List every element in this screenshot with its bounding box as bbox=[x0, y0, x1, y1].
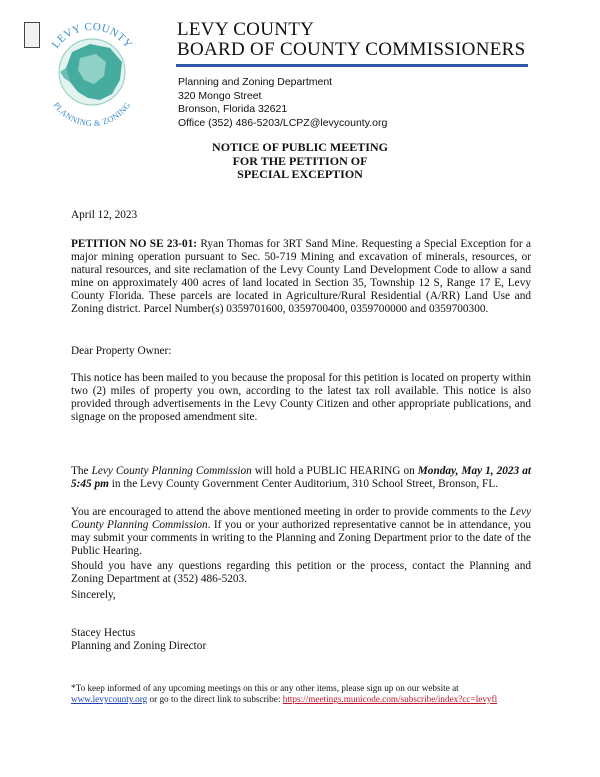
agency-name-line2: BOARD OF COUNTY COMMISSIONERS bbox=[177, 39, 526, 60]
agency-name-line1: LEVY COUNTY bbox=[177, 19, 315, 40]
salutation: Dear Property Owner: bbox=[71, 345, 172, 357]
petition-number: PETITION NO SE 23-01: bbox=[71, 238, 198, 250]
commission-name: Levy County Planning Commission bbox=[71, 506, 531, 532]
logo-text-top: LEVY COUNTY bbox=[49, 20, 135, 51]
hearing-text: in the Levy County Government Center Auditorium, 310 School Street, Bronson, FL. bbox=[108, 478, 499, 491]
encourage-paragraph bbox=[71, 506, 531, 558]
letter-date: April 12, 2023 bbox=[71, 209, 138, 221]
encourage-text: . If you or your authorized representative cannot be in attendance, you may submit your comments in writing to the Planning and Zoning Department prior to the date of the Public Hearing. bbox=[71, 519, 531, 558]
subscribe-link[interactable]: https://meetings.municode.com/subscribe/index?cc=levyfl bbox=[282, 694, 498, 704]
encourage-text: You are encouraged to attend the above mentioned meeting in order to provide comments to the bbox=[71, 506, 510, 518]
hearing-datetime: Monday, May 1, 2023 at 5:45 pm bbox=[71, 465, 531, 491]
title-line: NOTICE OF PUBLIC MEETING bbox=[212, 140, 388, 154]
header-rule bbox=[176, 64, 528, 67]
website-link[interactable]: www.levycounty.org bbox=[71, 694, 148, 704]
department-address bbox=[178, 76, 387, 130]
address-line: Office (352) 486-5203/LCPZ@levycounty.org bbox=[178, 116, 388, 129]
petition-text: Ryan Thomas for 3RT Sand Mine. Requesting a Special Exception for a major mining operation pursuant to Sec. 50-719 Mining and excavation of minerals, resources, or natural resources, and site reclamation of the Levy County Land Development Code to allow a sand mine on approximately 400 acres of land located in Section 35, Township 12 S, Range 17 E, Levy County Florida. These parcels are located in Agriculture/Rural Residential (A/RR) Land Use and Zoning district. Parcel Number(s) 0359701600, 0359700400, 0359700000 and 0359700300. bbox=[71, 238, 531, 316]
footnote-text: *To keep informed of any upcoming meetings on this or any other items, please sign up on our website at bbox=[71, 683, 459, 693]
checkbox[interactable] bbox=[24, 22, 40, 48]
notice-paragraph: This notice has been mailed to you because the proposal for this petition is located on property within two (2) miles of property you own, according to the latest tax roll available. This notice is also provided through advertisements in the Levy County Citizen and other appropriate publications, and signage on the proposed amendment site. bbox=[71, 372, 531, 424]
signer-title: Planning and Zoning Director bbox=[71, 640, 207, 653]
hearing-paragraph bbox=[71, 465, 531, 491]
footnote bbox=[71, 683, 541, 705]
signer-name: Stacey Hectus bbox=[71, 627, 136, 639]
closing: Sincerely, bbox=[71, 589, 116, 601]
petition-paragraph bbox=[71, 238, 531, 317]
footnote-text: or go to the direct link to subscribe: bbox=[147, 694, 283, 704]
address-line: Bronson, Florida 32621 bbox=[178, 103, 288, 115]
signature-block bbox=[71, 627, 531, 653]
county-logo bbox=[40, 14, 144, 132]
hearing-text: will hold a PUBLIC HEARING on bbox=[251, 465, 418, 477]
logo-text-bottom: PLANNING & ZONING bbox=[51, 100, 133, 129]
questions-paragraph: Should you have any questions regarding this petition or the process, contact the Planning and Zoning Department at (352) 486-5203. bbox=[71, 560, 531, 586]
notice-title bbox=[0, 141, 600, 182]
commission-name: Levy County Planning Commission bbox=[91, 465, 252, 477]
address-line: Planning and Zoning Department bbox=[178, 76, 333, 88]
address-line: 320 Mongo Street bbox=[178, 89, 262, 102]
title-line: SPECIAL EXCEPTION bbox=[237, 167, 363, 181]
title-line: FOR THE PETITION OF bbox=[232, 153, 368, 168]
hearing-text: The bbox=[71, 465, 92, 477]
